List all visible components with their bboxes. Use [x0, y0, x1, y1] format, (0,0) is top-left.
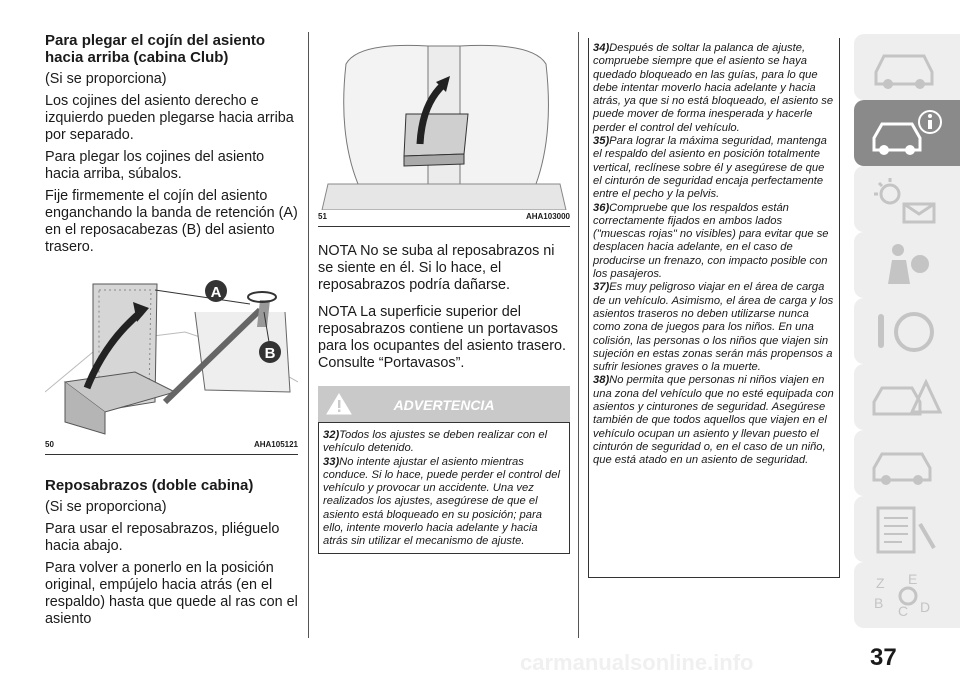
- warning-item: [593, 202, 835, 282]
- figure-50: [45, 272, 298, 455]
- warning-box-continued: [588, 38, 840, 578]
- warning-text: Compruebe que los respaldos están correctamente fijados en ambos lados ("muescas rojas" no visibles) para evitar que se desplacen hacia adelante, en el caso de producirse un frenazo, con impacto posible con los pasajeros.: [593, 201, 829, 281]
- heading-armrest: Reposabrazos (doble cabina): [45, 477, 254, 494]
- warning-header: [318, 386, 570, 422]
- tab-starting-driving[interactable]: [854, 298, 960, 364]
- figure-caption: [318, 212, 570, 221]
- warning-item: [323, 456, 565, 549]
- armrest-illustration: [318, 34, 570, 210]
- svg-text:Z: Z: [876, 575, 885, 591]
- tab-maintenance[interactable]: [854, 430, 960, 496]
- paragraph: (Si se proporciona): [45, 499, 167, 515]
- car-dashboard-icon: [868, 42, 942, 92]
- warning-number: 35): [593, 135, 610, 148]
- document-list-icon: [868, 504, 942, 554]
- label-a: A: [210, 284, 222, 301]
- warning-number: 36): [593, 201, 610, 214]
- paragraph: Los cojines del asiento derecho e izquierdo pueden plegarse hacia arriba por separado.: [45, 93, 294, 143]
- warning-text: Es muy peligroso viajar en el área de carga de un vehículo. Asimismo, el área de carga y los asientos traseros no deben utilizarse nunca como zona de juegos para los niños. En una colisión, las personas o los niños que viajen sin sujeción en estas zonas serán más propensos a sufrir lesiones graves o la muerte.: [593, 281, 834, 374]
- warning-box: [318, 422, 570, 554]
- car-warning-icon: [868, 372, 942, 422]
- tab-index[interactable]: [854, 562, 960, 628]
- paragraph: Para plegar los cojines del asiento hacia arriba, súbalos.: [45, 149, 265, 182]
- paragraph: Para usar el reposabrazos, pliéguelo hacia abajo.: [45, 521, 280, 554]
- note-paragraph: NOTA La superficie superior del reposabrazos contiene un portavasos para los ocupantes del asiento trasero. Consulte “Portavasos”.: [318, 304, 566, 371]
- warning-title: ADVERTENCIA: [393, 397, 495, 413]
- warning-item: [593, 42, 835, 135]
- warning-item: [593, 281, 835, 374]
- tab-technical-data[interactable]: [854, 496, 960, 562]
- paragraph: Fije firmemente el cojín del asiento enganchando la banda de retención (A) en el reposacabezas (B) del asiento trasero.: [45, 188, 298, 255]
- alphabet-index-icon: [868, 570, 942, 620]
- figure-code: AHA105121: [253, 440, 298, 449]
- warning-text: No permita que personas ni niños viajen en una zona del vehículo que no esté equipada con asientos y cinturones de seguridad. Asegúrese también de que todos aquellos que viajen en el vehículo ocupan un asiento y llevan puesto el cinturón de seguridad o, en el caso de un niño, que está atado en un asiento de seguridad.: [593, 374, 834, 467]
- warning-number: 33): [323, 455, 340, 468]
- warning-number: 32): [323, 429, 340, 441]
- figure-51: [318, 34, 570, 227]
- column-divider: [308, 32, 309, 638]
- figure-number: 50: [45, 440, 54, 449]
- tab-safety[interactable]: [854, 232, 960, 298]
- tab-car-info[interactable]: [854, 100, 960, 166]
- steering-wheel-icon: [868, 306, 942, 356]
- seat-cushion-illustration: [45, 272, 298, 438]
- svg-text:C: C: [898, 603, 909, 619]
- paragraph: (Si se proporciona): [45, 71, 167, 87]
- watermark: carmanualsonline.info: [520, 650, 754, 675]
- column-2: [318, 0, 570, 554]
- warning-text: Después de soltar la palanca de ajuste, compruebe siempre que el asiento se haya quedado bloqueado en las guías, para lo que debe intentar moverlo hacia adelante y hacia atrás, ya que si no está bloqueado, el asiento se puede mover de forma inesperada y hacerle perder el control del vehículo.: [593, 42, 834, 134]
- figure-caption: [45, 440, 298, 449]
- warning-number: 34): [593, 42, 610, 54]
- label-b: B: [264, 345, 276, 362]
- figure-number: 51: [318, 212, 327, 221]
- paragraph: Para volver a ponerlo en la posición original, empújelo hacia atrás (en el respaldo) hasta que quede al ras con el asiento: [45, 560, 298, 627]
- tab-emergency[interactable]: [854, 364, 960, 430]
- chapter-sidebar: [854, 0, 960, 678]
- column-divider: [578, 32, 579, 638]
- car-info-icon: [868, 108, 942, 158]
- warning-lights-icon: [868, 174, 942, 224]
- warning-text: Todos los ajustes se deben realizar con el vehículo detenido.: [323, 429, 548, 455]
- figure-code: AHA103000: [525, 212, 570, 221]
- svg-text:E: E: [908, 571, 918, 587]
- tab-warning-lights[interactable]: [854, 166, 960, 232]
- warning-item: [593, 135, 835, 201]
- note-paragraph: NOTA No se suba al reposabrazos ni se siente en él. Si lo hace, el reposabrazos podría dañarse.: [318, 243, 555, 293]
- airbag-person-icon: [868, 240, 942, 290]
- page-number: 37: [870, 644, 897, 671]
- svg-text:B: B: [874, 595, 884, 611]
- warning-number: 37): [593, 281, 610, 294]
- warning-item: [593, 374, 835, 467]
- car-service-icon: [868, 438, 942, 488]
- warning-text: No intente ajustar el asiento mientras conduce. Si lo hace, puede perder el control del vehículo y provocar un accidente. Una vez realizados los ajustes, asegúrese de que el asiento está bloqueado en su posición; para ello, intente moverlo hacia adelante y hacia atrás sin utilizar el mecanismo de ajuste.: [323, 455, 560, 548]
- svg-text:D: D: [920, 599, 931, 615]
- heading-fold-cushion: Para plegar el cojín del asiento hacia arriba (cabina Club): [45, 32, 266, 66]
- column-1: [45, 0, 298, 628]
- warning-number: 38): [593, 374, 610, 387]
- column-3: [588, 38, 840, 578]
- warning-text: Para lograr la máxima seguridad, mantenga el respaldo del asiento en posición totalmente vertical, reclínese sobre él y asegúrese de que el cinturón de seguridad encaja perfectamente entre el pecho y la pelvis.: [593, 135, 827, 201]
- warning-item: [323, 429, 565, 456]
- tab-dashboard[interactable]: [854, 34, 960, 100]
